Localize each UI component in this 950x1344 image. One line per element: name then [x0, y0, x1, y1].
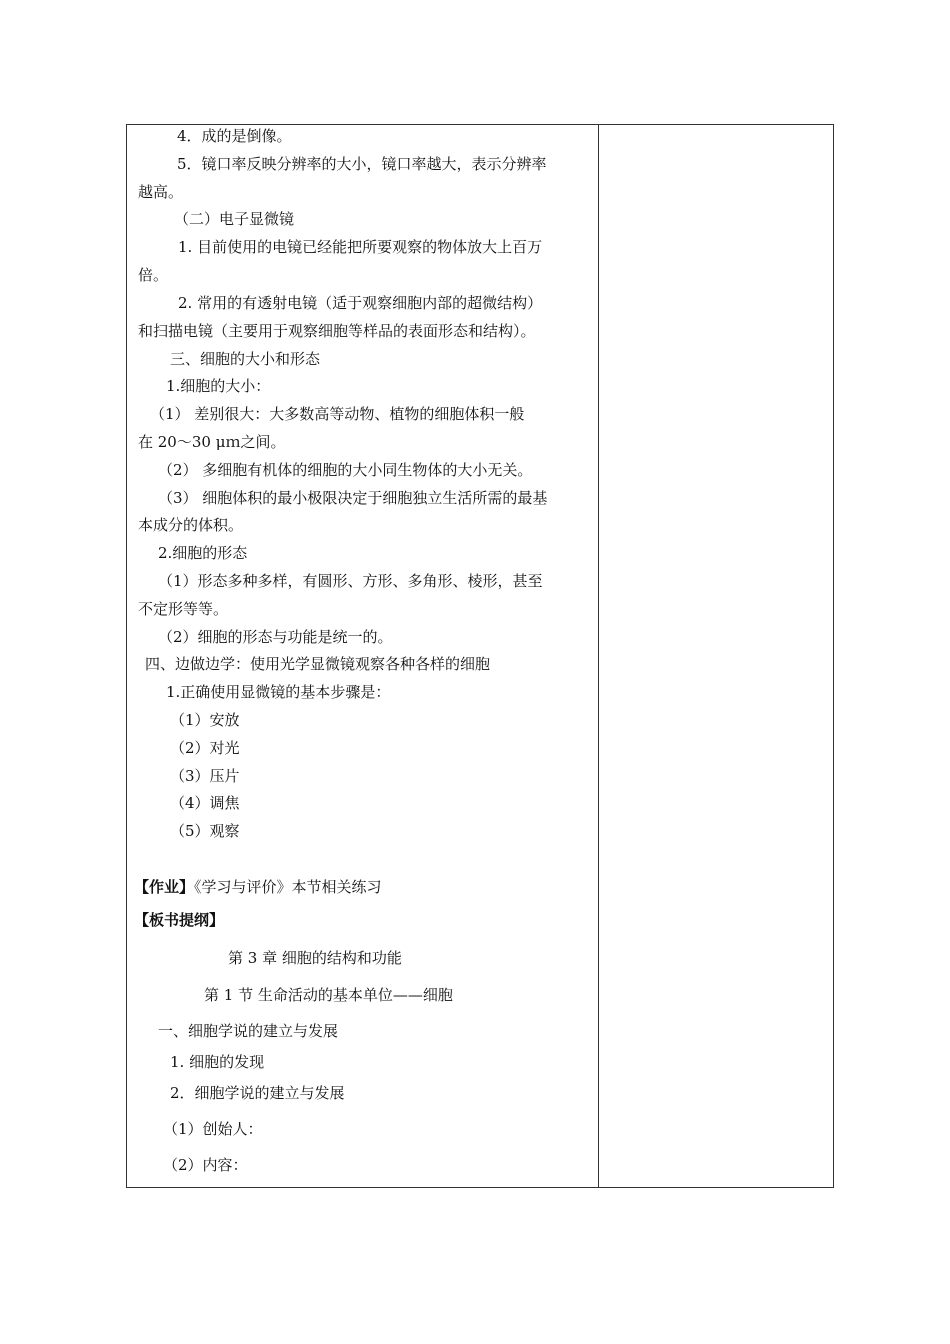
board-chapter-title: 第 3 章 细胞的结构和功能 — [228, 949, 402, 967]
text-line: 在 20～30 μｍ之间。 — [138, 433, 286, 451]
board-item: 2．细胞学说的建立与发展 — [170, 1084, 345, 1102]
board-item: 一、细胞学说的建立与发展 — [158, 1022, 339, 1040]
text-line: （3）压片 — [170, 767, 240, 785]
text-line: 三、细胞的大小和形态 — [170, 350, 321, 368]
board-item: （2）内容： — [163, 1156, 248, 1174]
text-line: 倍。 — [138, 266, 169, 284]
homework-text: 《学习与评价》本节相关练习 — [194, 878, 382, 896]
board-section-title: 第 1 节 生命活动的基本单位——细胞 — [204, 986, 453, 1004]
text-line: 1.细胞的大小： — [166, 377, 271, 395]
board-item: 1. 细胞的发现 — [170, 1053, 265, 1071]
text-line: （3） 细胞体积的最小极限决定于细胞独立生活所需的最基 — [158, 489, 548, 507]
text-line: 4．成的是倒像。 — [177, 127, 292, 145]
text-line: 越高。 — [138, 183, 184, 201]
text-line: （二）电子显微镜 — [174, 210, 295, 228]
text-line: （2）细胞的形态与功能是统一的。 — [158, 628, 393, 646]
homework-label: 【作业】 — [134, 878, 195, 896]
homework-line — [134, 877, 382, 897]
text-line: （1） 差别很大：大多数高等动物、植物的细胞体积一般 — [150, 405, 525, 423]
text-line: 2. 常用的有透射电镜（适于观察细胞内部的超微结构） — [178, 294, 543, 312]
text-line: （2） 多细胞有机体的细胞的大小同生物体的大小无关。 — [158, 461, 533, 479]
text-line: （1）形态多种多样，有圆形、方形、多角形、棱形，甚至 — [158, 572, 543, 590]
text-line: 四、边做边学：使用光学显微镜观察各种各样的细胞 — [145, 655, 491, 673]
text-line: 1.正确使用显微镜的基本步骤是： — [166, 683, 391, 701]
text-line: 和扫描电镜（主要用于观察细胞等样品的表面形态和结构）。 — [138, 322, 536, 340]
text-line: （5）观察 — [170, 822, 240, 840]
text-line: （2）对光 — [170, 739, 240, 757]
text-line: （4）调焦 — [170, 794, 240, 812]
column-divider — [598, 124, 599, 1188]
text-line: （1）安放 — [170, 711, 240, 729]
text-line: 本成分的体积。 — [138, 516, 244, 534]
board-item: （1）创始人： — [163, 1120, 263, 1138]
text-line: 1. 目前使用的电镜已经能把所要观察的物体放大上百万 — [178, 238, 543, 256]
text-line: 2.细胞的形态 — [158, 544, 248, 562]
text-line: 5．镜口率反映分辨率的大小，镜口率越大，表示分辨率 — [177, 155, 547, 173]
text-line: 不定形等等。 — [138, 600, 229, 618]
board-outline-label: 【板书提纲】 — [134, 911, 225, 929]
